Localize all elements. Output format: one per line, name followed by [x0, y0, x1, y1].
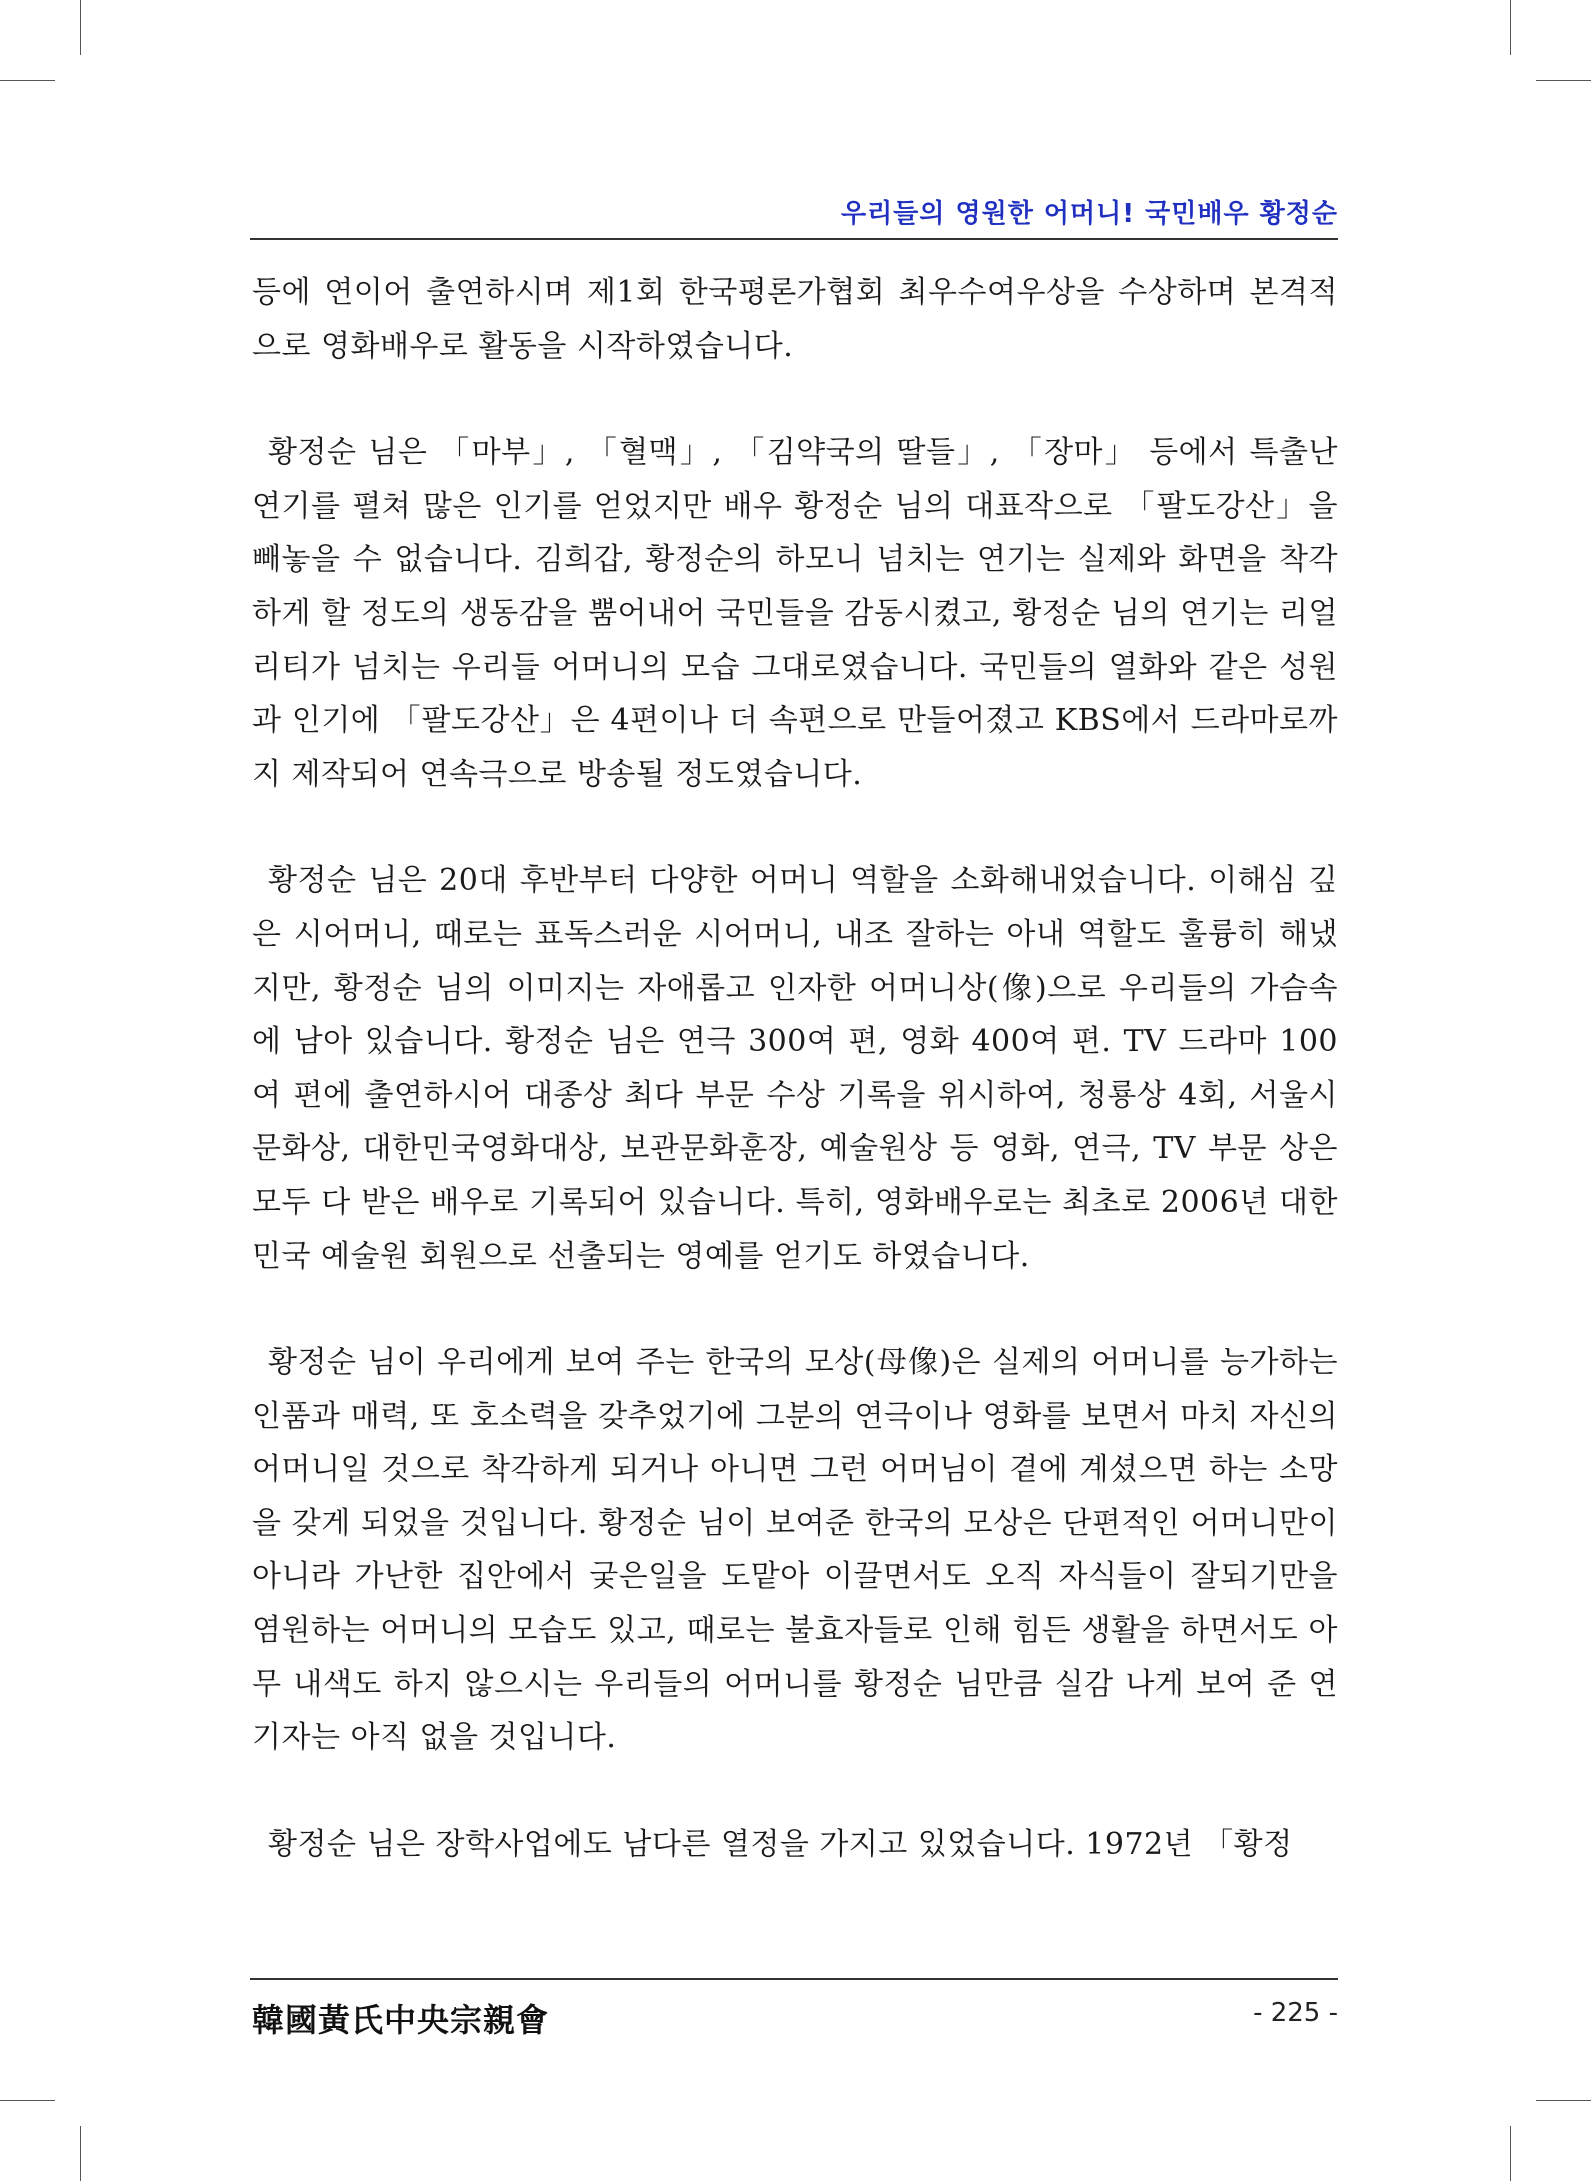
crop-mark: [0, 2100, 55, 2101]
footer-divider: [250, 1978, 1338, 1980]
paragraph-5: 황정순 님은 장학사업에도 남다른 열정을 가지고 있었습니다. 1972년 「황정: [268, 1826, 1293, 1862]
header-divider: [250, 238, 1338, 240]
crop-mark: [1536, 2100, 1591, 2101]
footer-organization: 韓國黃氏中央宗親會: [252, 2001, 550, 2039]
crop-mark: [1510, 2126, 1511, 2181]
body-text: [252, 266, 1338, 1924]
running-title: 우리들의 영원한 어머니! 국민배우 황정순: [840, 199, 1338, 229]
crop-mark: [1536, 80, 1591, 81]
crop-mark: [80, 2126, 81, 2181]
paragraph-1: 등에 연이어 출연하시며 제1회 한국평론가협회 최우수여우상을 수상하며 본격적으로 영화배우로 활동을 시작하였습니다.: [252, 275, 1338, 364]
paragraph-3: 황정순 님은 20대 후반부터 다양한 어머니 역할을 소화해내었습니다. 이해심 깊은 시어머니, 때로는 표독스러운 시어머니, 내조 잘하는 아내 역할도 훌륭히 해냈지만, 황정순 님의 이미지는 자애롭고 인자한 어머니상(像)으로 우리들의 가슴속에 남아 있습니다. 황정순 님은 연극 300여 편, 영화 400여 편. TV 드라마 100여 편에 출연하시어 대종상 최다 부문 수상 기록을 위시하여, 청룡상 4회, 서울시문화상, 대한민국영화대상, 보관문화훈장, 예술원상 등 영화, 연극, TV 부문 상은 모두 다 받은 배우로 기록되어 있습니다. 특히, 영화배우로는 최초로 2006년 대한민국 예술원 회원으로 선출되는 영예를 얻기도 하였습니다.: [252, 863, 1338, 1274]
paragraph-4: 황정순 님이 우리에게 보여 주는 한국의 모상(母像)은 실제의 어머니를 능가하는 인품과 매력, 또 호소력을 갖추었기에 그분의 연극이나 영화를 보면서 마치 자신의 어머니일 것으로 착각하게 되거나 아니면 그런 어머님이 곁에 계셨으면 하는 소망을 갖게 되었을 것입니다. 황정순 님이 보여준 한국의 모상은 단편적인 어머니만이 아니라 가난한 집안에서 궂은일을 도맡아 이끌면서도 오직 자식들이 잘되기만을 염원하는 어머니의 모습도 있고, 때로는 불효자들로 인해 힘든 생활을 하면서도 아무 내색도 하지 않으시는 우리들의 어머니를 황정순 님만큼 실감 나게 보여 준 연기자는 아직 없을 것입니다.: [252, 1345, 1338, 1756]
crop-mark: [1510, 0, 1511, 55]
page-number: - 225 -: [1253, 1998, 1338, 2028]
crop-mark: [0, 80, 55, 81]
crop-mark: [80, 0, 81, 55]
paragraph-2: 황정순 님은 「마부」, 「혈맥」, 「김약국의 딸들」, 「장마」 등에서 특출난 연기를 펼쳐 많은 인기를 얻었지만 배우 황정순 님의 대표작으로 「팔도강산」을 빼놓을 수 없습니다. 김희갑, 황정순의 하모니 넘치는 연기는 실제와 화면을 착각하게 할 정도의 생동감을 뿜어내어 국민들을 감동시켰고, 황정순 님의 연기는 리얼리티가 넘치는 우리들 어머니의 모습 그대로였습니다. 국민들의 열화와 같은 성원과 인기에 「팔도강산」은 4편이나 더 속편으로 만들어졌고 KBS에서 드라마로까지 제작되어 연속극으로 방송될 정도였습니다.: [252, 435, 1338, 792]
